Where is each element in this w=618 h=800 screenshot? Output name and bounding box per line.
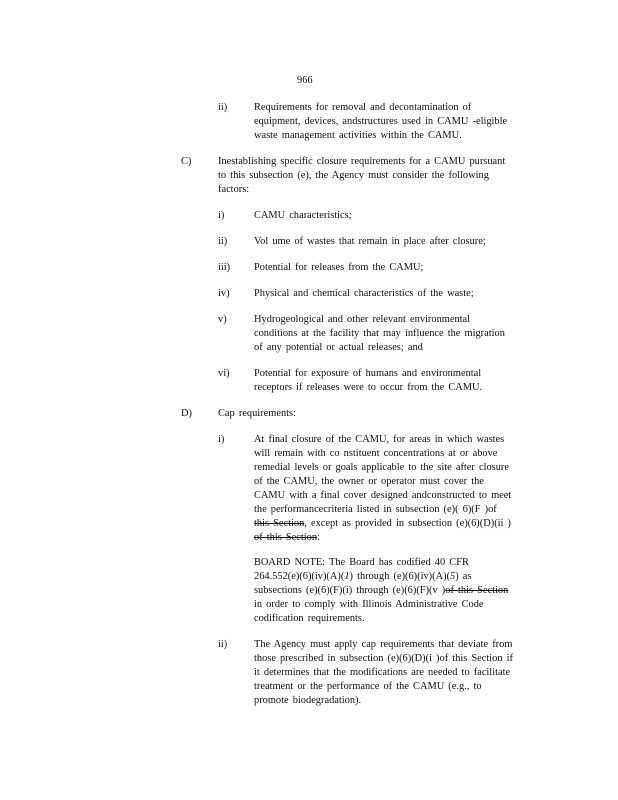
text-line (254, 517, 554, 531)
text-fragment: : (317, 532, 320, 543)
item-label: i) (218, 210, 225, 221)
struck-text: of this Section (254, 532, 318, 543)
text-line: BOARD NOTE: The Board has codified 40 CFR (254, 557, 469, 568)
struck-text: this Section (254, 518, 305, 529)
item-label: iv) (218, 288, 230, 299)
text-line: The Agency must apply cap requirements that deviate from (254, 639, 513, 650)
text-fragment: ) through (e)(6)(iv)(A)( (349, 571, 451, 582)
text-line: Requirements for removal and decontamination of (254, 102, 472, 113)
text-line: of any potential or actual releases; and (254, 342, 423, 353)
page-number: 966 (297, 75, 313, 86)
board-note (254, 556, 544, 626)
text-line: it determines that the modifications are needed to facilitate (254, 667, 511, 678)
text-line: Potential for releases from the CAMU; (254, 262, 424, 273)
item-label: v) (218, 314, 227, 325)
section-label: C) (181, 156, 192, 167)
text-line: Inestablishing specific closure requirements for a CAMU pursuant (218, 156, 506, 167)
section-heading: Cap requirements: (218, 408, 296, 419)
struck-text: of this Section (445, 585, 509, 596)
italic-text: 5 (450, 571, 456, 582)
item-label: ii) (218, 236, 228, 247)
text-fragment: 264.552(e)(6)(iv)(A)( (254, 571, 345, 582)
text-line: promote biodegradation). (254, 695, 362, 706)
item-text (254, 313, 544, 355)
item-text (254, 101, 544, 143)
text-line: will remain with co nstituent concentrations at or above (254, 448, 498, 459)
text-line: codification requirements. (254, 613, 365, 624)
text-line: factors: (218, 184, 250, 195)
section-label: D) (181, 408, 192, 419)
item-text (254, 209, 352, 223)
item-text (254, 638, 554, 708)
section-text (218, 155, 548, 197)
text-line: remedial levels or goals applicable to the site after closure (254, 462, 509, 473)
text-line: Physical and chemical characteristics of the waste; (254, 288, 474, 299)
item-label: vi) (218, 368, 230, 379)
item-text (254, 367, 544, 395)
item-label: iii) (218, 262, 231, 273)
item-label: ii) (218, 639, 228, 650)
text-line: in order to comply with Illinois Administrative Code (254, 599, 484, 610)
item-label: ii) (218, 102, 228, 113)
text-line: receptors if releases were to occur from the CAMU. (254, 382, 483, 393)
text-line: of the CAMU, the owner or operator must cover the (254, 476, 484, 487)
text-line: the performancecriteria listed in subsection (e)( 6)(F )of (254, 504, 497, 515)
item-text (254, 261, 423, 275)
text-line: conditions at the facility that may influence the migration (254, 328, 505, 339)
text-line: At final closure of the CAMU, for areas in which wastes (254, 434, 505, 445)
text-line: CAMU characteristics; (254, 210, 352, 221)
text-fragment: ) as (455, 571, 472, 582)
text-line: to this subsection (e), the Agency must consider the following (218, 170, 489, 181)
italic-text: 1 (344, 571, 350, 582)
text-line: Potential for exposure of humans and environmental (254, 368, 482, 379)
item-text (254, 235, 486, 249)
text-fragment: subsections (e)(6)(F)(i) through (e)(6)(F)(v ) (254, 585, 446, 596)
text-line (254, 531, 554, 545)
text-line (254, 584, 544, 598)
text-line: those prescribed in subsection (e)(6)(D)(i )of this Section if (254, 653, 513, 664)
text-fragment: , except as provided in subsection (e)(6)(D)(ii ) (304, 518, 511, 529)
text-line: waste management activities within the CAMU. (254, 130, 462, 141)
item-label: i) (218, 434, 225, 445)
text-line: Vol ume of wastes that remain in place after closure; (254, 236, 486, 247)
item-text (254, 287, 474, 301)
text-line: Hydrogeological and other relevant environmental (254, 314, 471, 325)
item-text (254, 433, 554, 545)
text-line (254, 570, 544, 584)
text-line: treatment or the performance of the CAMU (e.g., to (254, 681, 482, 692)
text-line: CAMU with a final cover designed andconstructed to meet (254, 490, 512, 501)
text-line: equipment, devices, andstructures used in CAMU -eligible (254, 116, 508, 127)
